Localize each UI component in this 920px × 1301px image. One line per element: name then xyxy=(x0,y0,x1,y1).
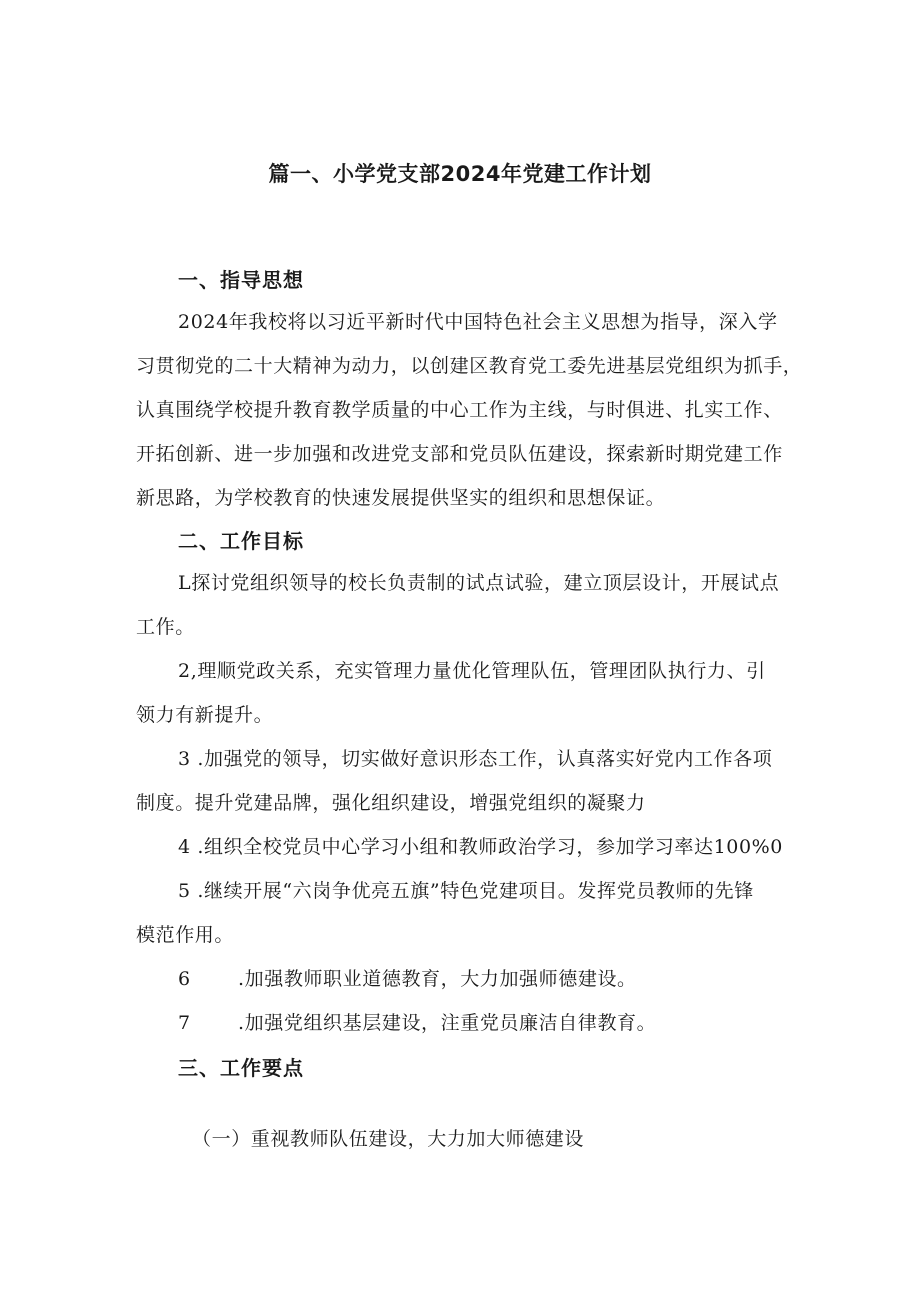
paragraph-line: 新思路，为学校教育的快速发展提供坚实的组织和思想保证。 xyxy=(136,487,666,509)
paragraph-line: 习贯彻党的二十大精神为动力，以创建区教育党工委先进基层党组织为抓手， xyxy=(136,355,803,377)
goal-item-number: 6 xyxy=(178,968,191,990)
goal-item-4-line: 4 .组织全校党员中心学习小组和教师政治学习，参加学习率达100%0 xyxy=(178,836,783,858)
goal-item-7 xyxy=(136,1001,792,1045)
goal-list xyxy=(136,561,792,1045)
goal-item-2-line: 2,理顺党政关系，充实管理力量优化管理队伍，管理团队执行力、引 xyxy=(178,660,766,682)
section-heading-work-points: 三、工作要点 xyxy=(178,1056,304,1080)
goal-item-1-continuation: 工作。 xyxy=(136,616,195,638)
goal-item-text: .加强党组织基层建设，注重党员廉洁自律教育。 xyxy=(238,1012,657,1034)
goal-item-3-line: 3 .加强党的领导，切实做好意识形态工作，认真落实好党内工作各项 xyxy=(178,748,773,770)
section-heading-guiding-thought: 一、指导思想 xyxy=(178,268,304,292)
subsection-heading: （一）重视教师队伍建设，大力加大师德建设 xyxy=(192,1128,585,1150)
paragraph-line: 开拓创新、进一步加强和改进党支部和党员队伍建设，探索新时期党建工作 xyxy=(136,443,783,465)
section-paragraph-guiding-thought xyxy=(136,300,803,520)
work-points-list xyxy=(136,1117,792,1161)
paragraph-line: 认真围绕学校提升教育教学质量的中心工作为主线，与时俱进、扎实工作、 xyxy=(136,399,783,421)
goal-item-5-continuation: 模范作用。 xyxy=(136,924,235,946)
page-title: 篇一、小学党支部2024年党建工作计划 xyxy=(268,162,652,186)
goal-item-number: 7 xyxy=(178,1012,191,1034)
goal-item-2-continuation: 领力有新提升。 xyxy=(136,704,274,726)
goal-item-5-line: 5 .继续开展“六岗争优亮五旗”特色党建项目。发挥党员教师的先锋 xyxy=(178,880,754,902)
goal-item-text: .加强教师职业道德教育，大力加强师德建设。 xyxy=(238,968,637,990)
goal-item-3-continuation: 制度。提升党建品牌，强化组织建设，增强党组织的凝聚力 xyxy=(136,792,646,814)
section-heading-work-goals: 二、工作目标 xyxy=(178,529,304,553)
goal-item-1-line: L探讨党组织领导的校长负责制的试点试验，建立顶层设计，开展试点 xyxy=(178,572,780,594)
goal-item-6 xyxy=(136,957,792,1001)
paragraph-line: 2024年我校将以习近平新时代中国特色社会主义思想为指导，深入学 xyxy=(178,311,778,333)
